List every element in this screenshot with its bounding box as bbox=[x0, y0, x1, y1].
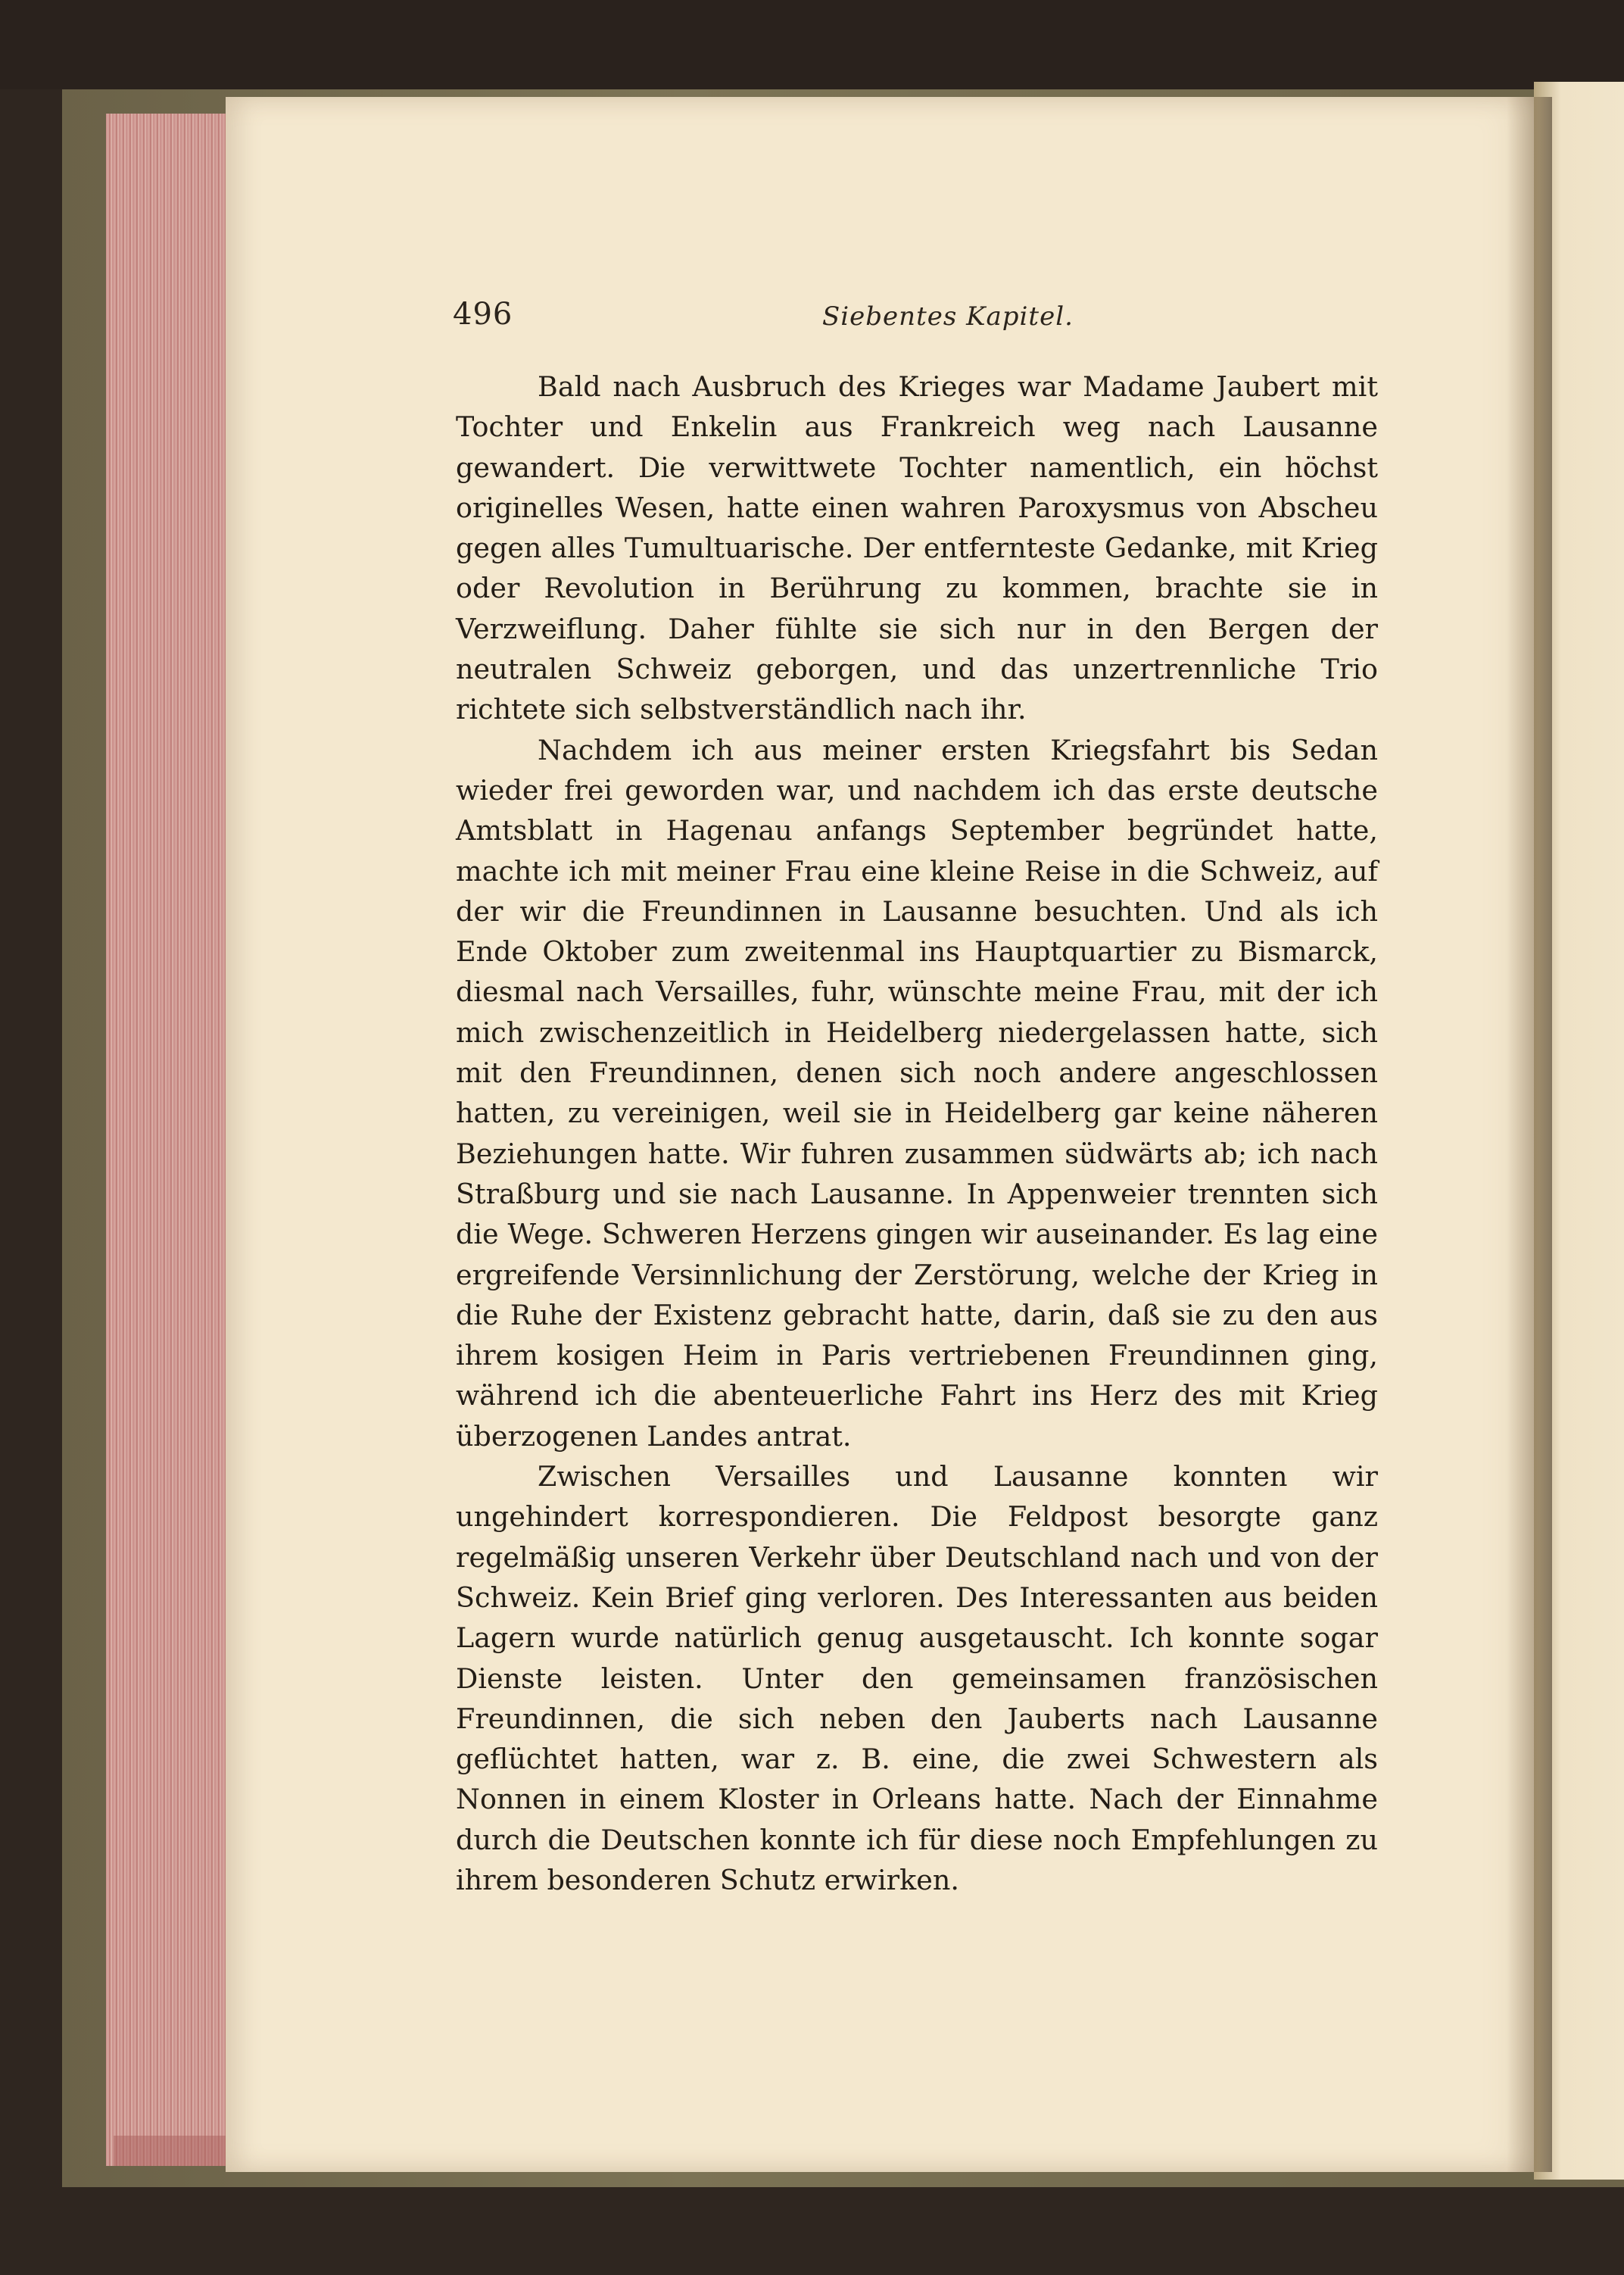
running-head: Siebentes Kapitel. bbox=[822, 301, 1074, 332]
background-top bbox=[0, 0, 1624, 89]
page-number: 496 bbox=[453, 297, 513, 332]
page-edges-shadow bbox=[114, 2136, 235, 2166]
paragraph: Nachdem ich aus meiner ersten Kriegsfahrt bis Sedan wieder frei geworden war, und nachdem ich das erste deutsche Amtsblatt in Hagenau anfangs September begründet hatte, machte ich mit meiner Frau eine kleine Reise in die Schweiz, auf der wir die Freundinnen in Lausanne besuchten. Und als ich Ende Oktober zum zweitenmal ins Hauptquartier zu Bismarck, diesmal nach Versailles, fuhr, wünschte meine Frau, mit der ich mich zwischenzeitlich in Heidelberg niedergelassen hatte, sich mit den Freundinnen, denen sich noch andere angeschlossen hatten, zu vereinigen, weil sie in Heidelberg gar keine näheren Beziehungen hatte. Wir fuhren zusammen südwärts ab; ich nach Straßburg und sie nach Lausanne. In Appenweier trennten sich die Wege. Schweren Herzens gingen wir auseinander. Es lag eine ergreifende Versinnlichung der Zerstörung, welche der Krieg in die Ruhe der Existenz gebracht hatte, darin, daß sie zu den aus ihrem kosigen Heim in Paris vertriebenen Freundinnen ging, während ich die abenteuerliche Fahrt ins Herz des mit Krieg überzogenen Landes antrat. bbox=[456, 733, 1378, 1453]
page-edges bbox=[106, 114, 235, 2166]
paragraph: Bald nach Ausbruch des Krieges war Madame Jaubert mit Tochter und Enkelin aus Frankreich weg nach Lausanne gewandert. Die verwittwete Tochter namentlich, ein höchst originelles Wesen, hatte einen wahren Paroxysmus von Abscheu gegen alles Tumultuarische. Der entfernteste Gedanke, mit Krieg oder Revolution in Berührung zu kommen, brachte sie in Verzweiflung. Daher fühlte sie sich nur in den Bergen der neutralen Schweiz geborgen, und das unzertrennliche Trio richtete sich selbstverständlich nach ihr. bbox=[456, 370, 1378, 726]
page-header bbox=[453, 297, 1376, 342]
gutter-shadow bbox=[1507, 97, 1552, 2172]
body-text bbox=[456, 367, 1378, 1900]
paragraph: Zwischen Versailles und Lausanne konnten wir ungehindert korrespondieren. Die Feldpost besorgte ganz regelmäßig unseren Verkehr über Deutschland nach und von der Schweiz. Kein Brief ging verloren. Des Interessanten aus beiden Lagern wurde natürlich genug ausgetauscht. Ich konnte sogar Dienste leisten. Unter den gemeinsamen französischen Freundinnen, die sich neben den Jauberts nach Lausanne geflüchtet hatten, war z. B. eine, die zwei Schwestern als Nonnen in einem Kloster in Orleans hatte. Nach der Einnahme durch die Deutschen konnte ich für diese noch Empfehlungen zu ihrem besonderen Schutz erwirken. bbox=[456, 1460, 1378, 1896]
